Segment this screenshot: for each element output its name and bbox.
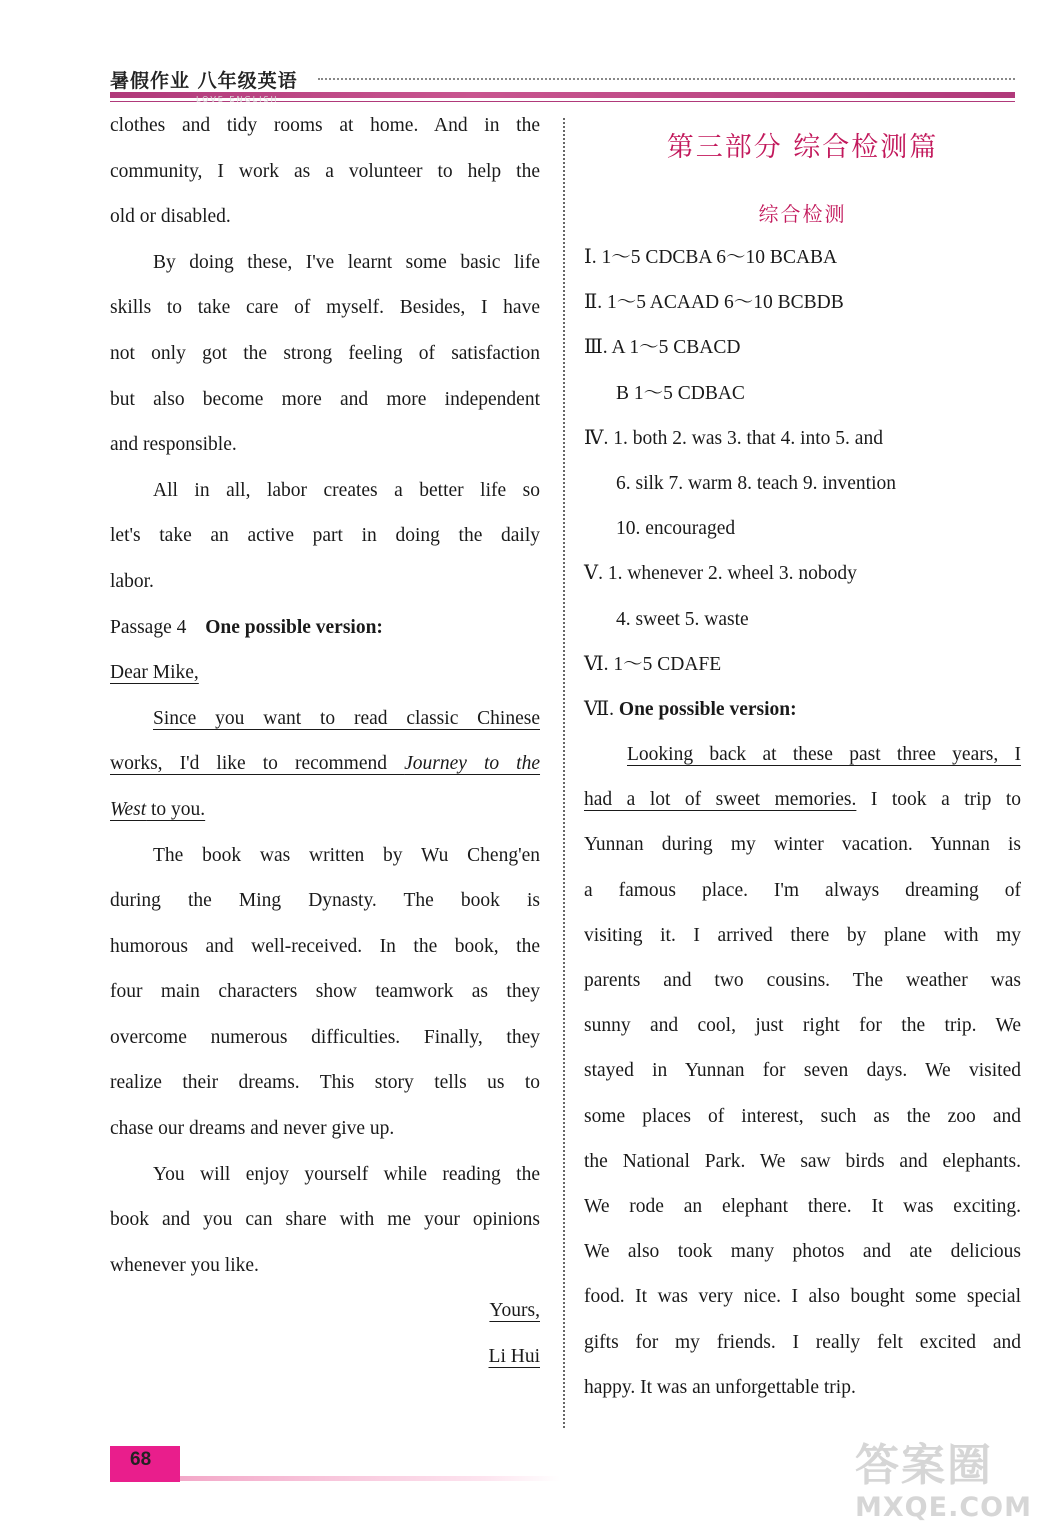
letter-text: to you. bbox=[146, 798, 206, 820]
letter-signature bbox=[110, 1334, 540, 1380]
letter-line-underlined: Since you want to read classic Chinese bbox=[153, 707, 540, 729]
section-title: 第三部分 综合检测篇 bbox=[666, 132, 939, 163]
text-line: during the Ming Dynasty. The book is bbox=[110, 890, 540, 912]
text-line: not only got the strong feeling of satisfaction bbox=[110, 342, 540, 364]
column-divider bbox=[563, 118, 565, 1428]
text-line: book and you can share with me your opinions bbox=[110, 1209, 540, 1231]
header-decoration: LOVE ENGLISH bbox=[196, 95, 279, 104]
essay-line: stayed in Yunnan for seven days. We visited bbox=[584, 1060, 1021, 1082]
text-line: community, I work as a volunteer to help the bbox=[110, 160, 540, 182]
section-subtitle: 综合检测 bbox=[758, 202, 847, 226]
essay-line: We rode an elephant there. It was exciting. bbox=[584, 1195, 1021, 1217]
answer-line: 6. silk 7. warm 8. teach 9. invention bbox=[616, 472, 896, 494]
letter-text: works, I'd like to recommend bbox=[110, 753, 405, 775]
text-line: The book was written by Wu Cheng'en bbox=[153, 844, 540, 866]
essay-line: sunny and cool, just right for the trip. We bbox=[584, 1015, 1021, 1037]
answer-heading bbox=[584, 687, 1021, 732]
answer-line: 10. encouraged bbox=[616, 518, 736, 540]
signature-text: Li Hui bbox=[488, 1346, 540, 1368]
answer-line: B 1～5 CDBAC bbox=[616, 382, 745, 404]
essay-line-underlined: Looking back at these past three years, I bbox=[627, 744, 1021, 766]
watermark bbox=[855, 1440, 1035, 1530]
essay-line: gifts for my friends. I really felt excited and bbox=[584, 1331, 1021, 1353]
text-line: four main characters show teamwork as they bbox=[110, 981, 540, 1003]
answer-line: 4. sweet 5. waste bbox=[616, 608, 749, 630]
essay-text: I took a trip to bbox=[856, 789, 1021, 811]
answer-line: Ⅴ. 1. whenever 2. wheel 3. nobody bbox=[584, 563, 857, 585]
letter-line-underlined bbox=[110, 787, 540, 833]
text-line: realize their dreams. This story tells us to bbox=[110, 1072, 540, 1094]
essay-line: a famous place. I'm always dreaming of bbox=[584, 879, 1021, 901]
book-title: Journey to the bbox=[404, 753, 541, 775]
text-line: overcome numerous difficulties. Finally, they bbox=[110, 1026, 540, 1048]
essay-line: happy. It was an unforgettable trip. bbox=[584, 1376, 856, 1398]
text-line: chase our dreams and never give up. bbox=[110, 1118, 395, 1140]
text-line: You will enjoy yourself while reading the bbox=[153, 1163, 540, 1185]
closing-text: Yours, bbox=[489, 1300, 540, 1322]
header-dotted-rule bbox=[318, 78, 1015, 80]
text-line: let's take an active part in doing the daily bbox=[110, 525, 540, 547]
text-line: and responsible. bbox=[110, 434, 237, 456]
page-number: 68 bbox=[110, 1446, 180, 1482]
answer-line: Ⅲ. A 1～5 CBACD bbox=[584, 337, 741, 359]
text-line: old or disabled. bbox=[110, 206, 231, 228]
book-title: West bbox=[110, 798, 147, 820]
letter-greeting bbox=[110, 650, 540, 696]
watermark-cn: 答案圈 bbox=[855, 1440, 993, 1491]
text-line: humorous and well-received. In the book, the bbox=[110, 935, 540, 957]
letter-line-underlined bbox=[110, 741, 540, 787]
text-line: All in all, labor creates a better life so bbox=[153, 479, 540, 501]
essay-line bbox=[584, 777, 1021, 822]
version-label: One possible version: bbox=[618, 698, 797, 720]
text-line: clothes and tidy rooms at home. And in the bbox=[110, 115, 540, 136]
passage-label: Passage 4 bbox=[110, 616, 187, 638]
essay-line: food. It was very nice. I also bought some special bbox=[584, 1286, 1021, 1308]
essay-line: parents and two cousins. The weather was bbox=[584, 970, 1021, 991]
header-title: 暑假作业 八年级英语 bbox=[110, 70, 298, 92]
answer-line: Ⅳ. 1. both 2. was 3. that 4. into 5. and bbox=[584, 427, 883, 449]
essay-line: some places of interest, such as the zoo and bbox=[584, 1105, 1021, 1127]
footer-bar bbox=[180, 1476, 560, 1481]
answer-line: Ⅰ. 1～5 CDCBA 6～10 BCABA bbox=[584, 247, 838, 268]
text-line: skills to take care of myself. Besides, I have bbox=[110, 297, 540, 319]
essay-line: Yunnan during my winter vacation. Yunnan is bbox=[584, 834, 1021, 856]
text-line: but also become more and more independent bbox=[110, 388, 540, 410]
watermark-en: MXQE.COM bbox=[855, 1492, 1032, 1523]
answer-number: Ⅶ. bbox=[584, 698, 615, 720]
essay-line: visiting it. I arrived there by plane with my bbox=[584, 924, 1021, 946]
greeting-text: Dear Mike, bbox=[110, 662, 199, 684]
text-line: By doing these, I've learnt some basic life bbox=[153, 251, 540, 273]
essay-line: We also took many photos and ate delicious bbox=[584, 1241, 1021, 1263]
letter-closing bbox=[110, 1288, 540, 1334]
text-line: labor. bbox=[110, 570, 154, 592]
essay-underlined-text: had a lot of sweet memories. bbox=[584, 789, 857, 811]
right-column bbox=[584, 125, 1021, 1410]
left-column bbox=[110, 103, 540, 1380]
text-line: whenever you like. bbox=[110, 1254, 259, 1276]
passage-heading bbox=[110, 605, 540, 651]
essay-line: the National Park. We saw birds and elephants. bbox=[584, 1150, 1021, 1172]
passage-version-label: One possible version: bbox=[205, 616, 383, 638]
answer-line: Ⅵ. 1～5 CDAFE bbox=[584, 653, 722, 675]
answer-line: Ⅱ. 1～5 ACAAD 6～10 BCBDB bbox=[584, 292, 844, 314]
